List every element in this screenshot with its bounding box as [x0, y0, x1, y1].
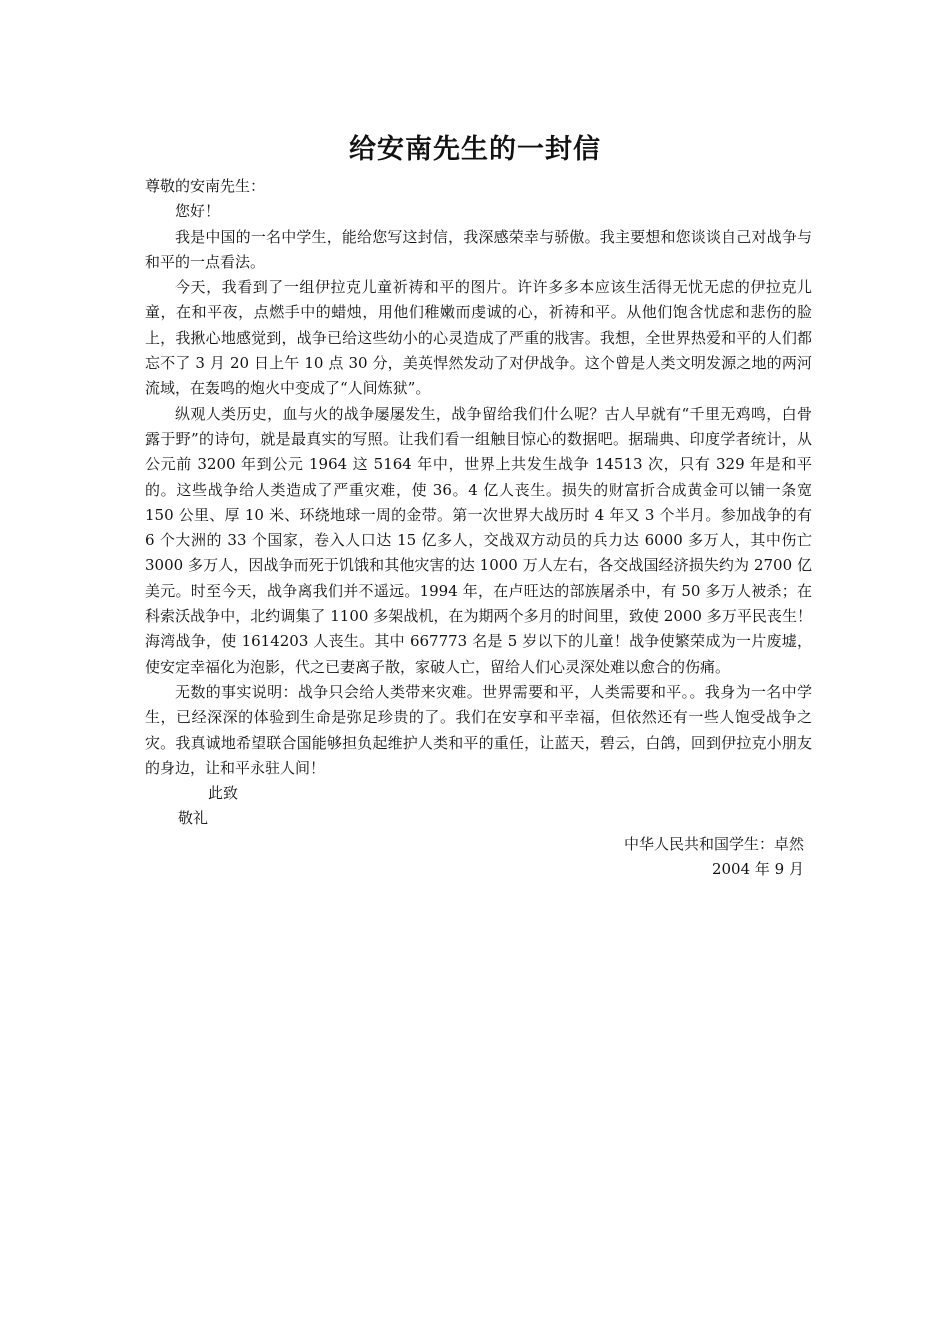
salutation: 尊敬的安南先生：: [145, 177, 266, 195]
closing-cizhi: 此致: [208, 784, 239, 803]
paragraph-conclusion: 无数的事实说明：战争只会给人类带来灾难。世界需要和平，人类需要和平。。我身为一名中学生，已经深深的体验到生命是弥足珍贵的了。我们在安享和平幸福，但依然还有一些人饱受战争之灾。我真诚地希望联合国能够担负起维护人类和平的重任，让蓝天，碧云，白鸽，回到伊拉克小朋友的身边，让和平永驻人间！: [145, 682, 812, 777]
paragraph-intro: 我是中国的一名中学生，能给您写这封信，我深感荣幸与骄傲。我主要想和您谈谈自己对战争与和平的一点看法。: [145, 227, 812, 271]
letter-body: [145, 174, 812, 882]
greeting: 您好！: [175, 202, 221, 221]
letter-date: 2004 年 9 月: [711, 860, 804, 879]
paragraph-iraq-children: 今天，我看到了一组伊拉克儿童祈祷和平的图片。许许多多本应该生活得无忧无虑的伊拉克儿童，在和平夜，点燃手中的蜡烛，用他们稚嫩而虔诚的心，祈祷和平。从他们饱含忧虑和悲伤的脸上，我揪心地感觉到，战争已给这些幼小的心灵造成了严重的戕害。我想，全世界热爱和平的人们都忘不了 3 月 20 日上午 10 点 30 分，美英悍然发动了对伊战争。这个曾是人类文明发源之地的两河流域，在轰鸣的炮火中变成了“人间炼狱”。: [145, 278, 812, 398]
signature: 中华人民共和国学生：卓然: [623, 834, 804, 853]
letter-title: 给安南先生的一封信: [349, 134, 601, 165]
closing-jingli: 敬礼: [178, 809, 209, 828]
paragraph-war-history: 纵观人类历史，血与火的战争屡屡发生，战争留给我们什么呢？古人早就有“千里无鸡鸣，白骨露于野”的诗句，就是最真实的写照。让我们看一组触目惊心的数据吧。据瑞典、印度学者统计，从公元前 3200 年到公元 1964 这 5164 年中，世界上共发生战争 14513 次，只有 329 年是和平的。这些战争给人类造成了严重灾难，使 36。4 亿人丧生。损失的财富折合成黄金可以铺一条宽 150 公里、厚 10 米、环绕地球一周的金带。第一次世界大战历时 4 年又 3 个半月。参加战争的有 6 个大洲的 33 个国家，卷入人口达 15 亿多人，交战双方动员的兵力达 6000 多万人，其中伤亡 3000 多万人，因战争而死于饥饿和其他灾害的达 1000 万人左右，各交战国经济损失约为 2700 亿美元。时至今天，战争离我们并不遥远。1994 年，在卢旺达的部族屠杀中，有 50 多万人被杀；在科索沃战争中，北约调集了 1100 多架战机，在为期两个多月的时间里，致使 2000 多万平民丧生！海湾战争，使 1614203 人丧生。其中 667773 名是 5 岁以下的儿童！战争使繁荣成为一片废墟，使安定幸福化为泡影，代之已妻离子散，家破人亡，留给人们心灵深处难以愈合的伤痛。: [145, 404, 812, 676]
